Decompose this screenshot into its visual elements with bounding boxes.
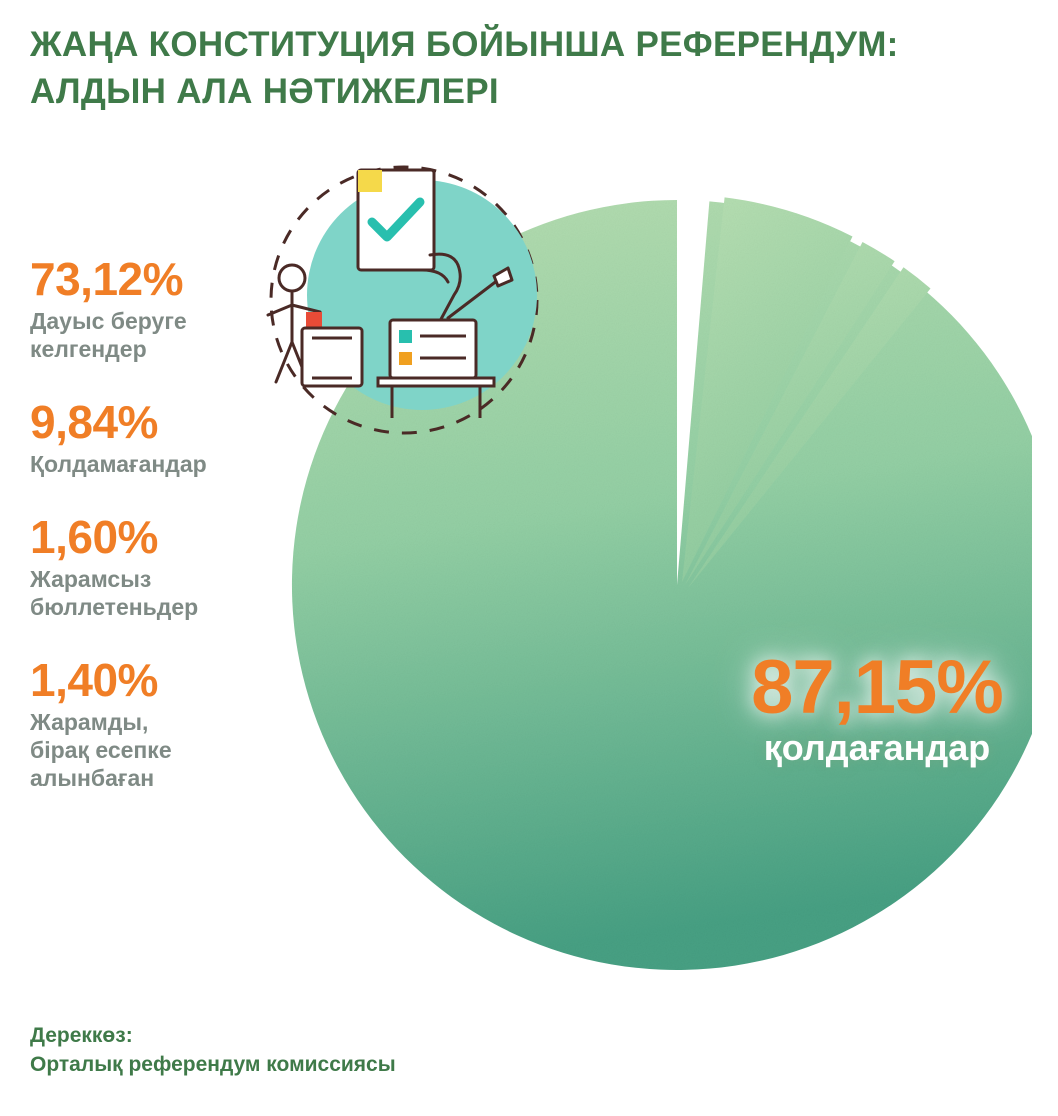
pie-center-name: қолдағандар [763, 727, 991, 768]
legend-item-label-line-1: Жарамды, [30, 708, 149, 735]
legend-item-value: 1,60% [30, 510, 158, 563]
legend-item-label [30, 708, 280, 792]
source-title: Дереккөз: [30, 1024, 133, 1047]
legend-item-label [30, 450, 280, 478]
pie-center-value: 87,15% [751, 645, 1003, 730]
legend-item-label-line-2: бірақ есепке алынбаған [30, 736, 172, 791]
legend-item-value: 9,84% [30, 395, 158, 448]
voting-illustration [262, 160, 562, 450]
legend [30, 253, 280, 828]
legend-item-label-line-2: келгендер [30, 335, 147, 362]
ballot-paper-icon [358, 170, 434, 270]
page-title [30, 22, 1020, 115]
legend-item [30, 510, 280, 621]
legend-item-value: 73,12% [30, 253, 184, 305]
page-title-line-2: АЛДЫН АЛА НӘТИЖЕЛЕРІ [30, 71, 499, 111]
legend-item-label [30, 307, 280, 363]
legend-item-label-line-1: Жарамсыз [30, 565, 152, 592]
legend-item [30, 395, 280, 478]
legend-item [30, 253, 280, 363]
legend-item-label [30, 565, 280, 621]
legend-item-label-line-1: Дауыс беруге [30, 307, 187, 334]
legend-item-value: 1,40% [30, 653, 158, 706]
source-text: Орталық референдум комиссиясы [30, 1053, 396, 1077]
legend-item-label-line-2: бюллетеньдер [30, 593, 199, 620]
source-block [30, 1022, 630, 1080]
page-title-line-1: ЖАҢА КОНСТИТУЦИЯ БОЙЫНША РЕФЕРЕНДУМ: [30, 25, 899, 64]
voting-illustration-svg [262, 160, 562, 450]
legend-item-label-line-1: Қолдамағандар [30, 450, 207, 477]
legend-item [30, 653, 280, 792]
